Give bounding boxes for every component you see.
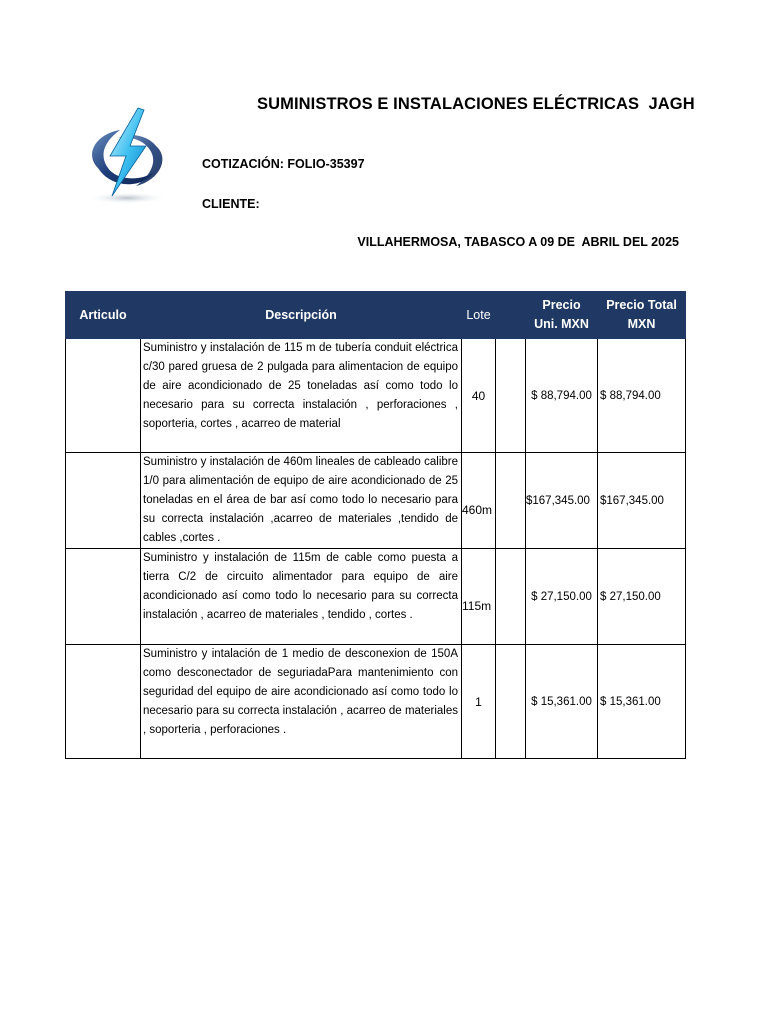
cell-descripcion: Suministro y instalación de 460m lineales de cableado calibre 1/0 para alimentación de equipo de aire acondicionado de 25 toneladas en el área de bar así como todo lo necesario para su correcta instalación ,acarreo de materiales ,tendido de cables ,cortes . bbox=[141, 453, 462, 549]
precio-total-line-1: Precio Total bbox=[606, 298, 677, 312]
cell-precio-total: $ 88,794.00 bbox=[598, 339, 686, 453]
cell-descripcion: Suministro y instalación de 115 m de tubería conduit eléctrica c/30 pared gruesa de 2 pulgada para alimentacion de equipo de aire acondicionado de 25 toneladas así como todo lo necesario para su correcta instalación , perforaciones , soporteria, cortes , acarreo de material bbox=[141, 339, 462, 453]
cell-lote: 1 bbox=[462, 645, 496, 759]
cell-articulo bbox=[66, 549, 141, 645]
cell-blank bbox=[496, 339, 526, 453]
lightning-bolt-logo-icon bbox=[80, 106, 174, 206]
cell-articulo bbox=[66, 339, 141, 453]
cell-articulo bbox=[66, 453, 141, 549]
cell-precio-unitario: $ 88,794.00 bbox=[526, 339, 598, 453]
col-header-descripcion: Descripción bbox=[141, 292, 462, 339]
cell-precio-unitario: $ 15,361.00 bbox=[526, 645, 598, 759]
quote-folio: COTIZACIÓN: FOLIO-35397 bbox=[202, 157, 365, 171]
cell-precio-unitario: $ 27,150.00 bbox=[526, 549, 598, 645]
table-row bbox=[66, 645, 686, 759]
col-header-articulo: Articulo bbox=[66, 292, 141, 339]
company-name: SUMINISTROS E INSTALACIONES ELÉCTRICAS JAGH bbox=[257, 95, 695, 113]
precio-unit-line-2: Uni. MXN bbox=[534, 317, 589, 331]
cell-descripcion: Suministro y instalación de 115m de cable como puesta a tierra C/2 de circuito alimentador para equipo de aire acondicionado así como todo lo necesario para su correcta instalación , acarreo de materiales , tendido , cortes . bbox=[141, 549, 462, 645]
cell-lote: 40 bbox=[462, 339, 496, 453]
cell-descripcion: Suministro y intalación de 1 medio de desconexion de 150A como desconectador de seguriadaPara mantenimiento con seguridad del equipo de aire acondicionado así como todo lo necesario para su correcta instalación , acarreo de materiales , soporteria , perforaciones . bbox=[141, 645, 462, 759]
col-header-precio-total bbox=[598, 292, 686, 339]
cell-precio-total: $ 27,150.00 bbox=[598, 549, 686, 645]
client-label: CLIENTE: bbox=[202, 197, 260, 211]
table-row bbox=[66, 549, 686, 645]
col-header-blank bbox=[496, 292, 526, 339]
cell-articulo bbox=[66, 645, 141, 759]
cell-precio-unitario: $167,345.00 bbox=[526, 453, 598, 549]
col-header-precio-unitario bbox=[526, 292, 598, 339]
cell-lote: 460m bbox=[462, 453, 496, 549]
precio-unit-line-1: Precio bbox=[542, 298, 581, 312]
cell-blank bbox=[496, 645, 526, 759]
cell-blank bbox=[496, 453, 526, 549]
cell-blank bbox=[496, 549, 526, 645]
place-date: VILLAHERMOSA, TABASCO A 09 DE ABRIL DEL 2025 bbox=[357, 235, 679, 249]
table-row bbox=[66, 453, 686, 549]
quote-table bbox=[65, 291, 686, 759]
company-logo bbox=[80, 106, 174, 206]
cell-precio-total: $ 15,361.00 bbox=[598, 645, 686, 759]
table-header-row bbox=[66, 292, 686, 339]
col-header-lote: Lote bbox=[462, 292, 496, 339]
cell-precio-total: $167,345.00 bbox=[598, 453, 686, 549]
table-row bbox=[66, 339, 686, 453]
cell-lote: 115m bbox=[462, 549, 496, 645]
precio-total-line-2: MXN bbox=[627, 317, 656, 331]
